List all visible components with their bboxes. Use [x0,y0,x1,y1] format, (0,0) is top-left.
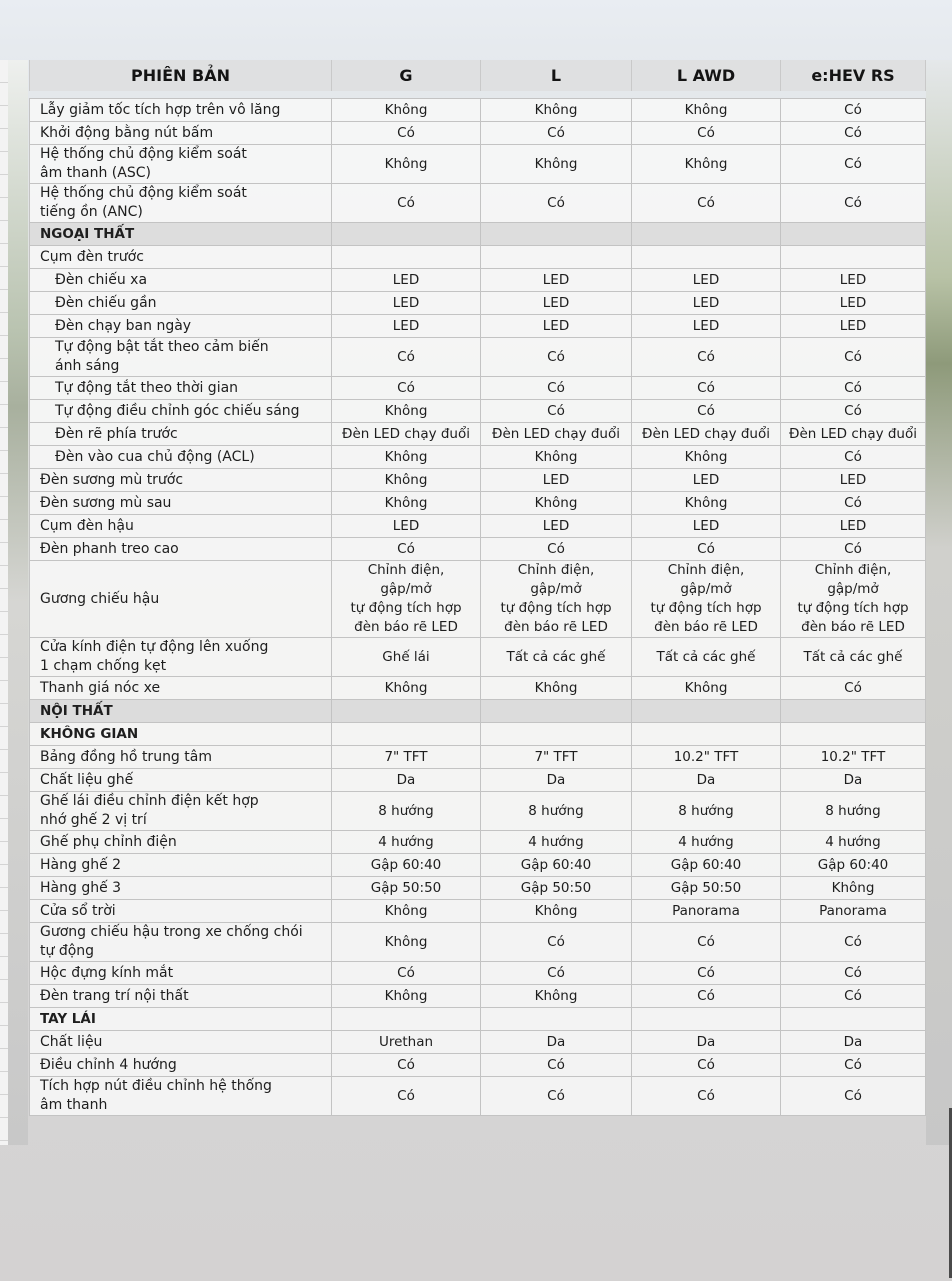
cell-ehev-rs: Có [781,985,926,1008]
cell-l: LED [481,469,632,492]
cell-l: Da [481,1031,632,1054]
cell-l-awd: Có [632,538,781,561]
cell-l-awd: Có [632,1077,781,1116]
cell-l: Có [481,923,632,962]
row-label: Đèn chạy ban ngày [30,315,332,338]
row-label: Chất liệu [30,1031,332,1054]
row-label: Đèn chiếu gần [30,292,332,315]
table-row [30,638,926,677]
cell-l-awd: 10.2" TFT [632,746,781,769]
table-row [30,492,926,515]
cell-ehev-rs: Có [781,923,926,962]
cell-g: 7" TFT [332,746,481,769]
row-label: Chất liệu ghế [30,769,332,792]
table-row [30,877,926,900]
cell-l: Không [481,985,632,1008]
cell-ehev-rs: Có [781,446,926,469]
cell-l-awd: Gập 60:40 [632,854,781,877]
cell-l [481,700,632,723]
cell-l: Không [481,99,632,122]
cell-g: Có [332,184,481,223]
cell-g: Urethan [332,1031,481,1054]
cell-ehev-rs: Không [781,877,926,900]
row-label: Đèn phanh treo cao [30,538,332,561]
cell-g: Có [332,377,481,400]
cell-l: 7" TFT [481,746,632,769]
row-label: Thanh giá nóc xe [30,677,332,700]
cell-l: Có [481,400,632,423]
row-label: Cửa kính điện tự động lên xuống 1 chạm chống kẹt [30,638,332,677]
cell-g [332,1008,481,1031]
cell-ehev-rs: Có [781,1054,926,1077]
table-row [30,962,926,985]
background-photo-right [926,60,952,1145]
cell-ehev-rs: Chỉnh điện, gập/mở tự động tích hợp đèn báo rẽ LED [781,561,926,638]
cell-ehev-rs [781,223,926,246]
cell-l-awd: Có [632,338,781,377]
table-row [30,184,926,223]
cell-l [481,246,632,269]
cell-g: LED [332,315,481,338]
row-label: NỘI THẤT [30,700,332,723]
cell-l-awd: Không [632,145,781,184]
cell-g: Không [332,923,481,962]
header-version-l: L [481,60,632,91]
cell-l: Không [481,900,632,923]
cell-l: Không [481,446,632,469]
table-row [30,145,926,184]
cell-ehev-rs [781,723,926,746]
cell-g: Có [332,122,481,145]
cell-l-awd: Đèn LED chạy đuổi [632,423,781,446]
header-version-ehev-rs: e:HEV RS [781,60,926,91]
cell-g: Da [332,769,481,792]
cell-l: 4 hướng [481,831,632,854]
section-header-row [30,700,926,723]
row-label: Hàng ghế 3 [30,877,332,900]
cell-l: LED [481,515,632,538]
cell-ehev-rs: 8 hướng [781,792,926,831]
table-body [30,99,926,1116]
table-row [30,400,926,423]
cell-g: LED [332,269,481,292]
table-row [30,446,926,469]
cell-g: Có [332,538,481,561]
cell-g: 4 hướng [332,831,481,854]
row-label: Đèn chiếu xa [30,269,332,292]
cell-l: Có [481,377,632,400]
cell-g [332,723,481,746]
cell-g: LED [332,515,481,538]
cell-l-awd: Có [632,400,781,423]
cell-g: Có [332,1054,481,1077]
table-row [30,985,926,1008]
cell-ehev-rs: Panorama [781,900,926,923]
cell-ehev-rs: Có [781,99,926,122]
row-label: Hộc đựng kính mắt [30,962,332,985]
table-row [30,792,926,831]
cell-g: Có [332,962,481,985]
header-version-l-awd: L AWD [632,60,781,91]
table-row [30,1054,926,1077]
cell-ehev-rs: Có [781,377,926,400]
cell-ehev-rs: LED [781,269,926,292]
row-label: Đèn rẽ phía trước [30,423,332,446]
table-header [30,60,926,99]
table-row [30,269,926,292]
cell-l-awd: LED [632,469,781,492]
cell-ehev-rs [781,246,926,269]
cell-g: Không [332,469,481,492]
row-label: Đèn sương mù sau [30,492,332,515]
cell-l-awd: Da [632,1031,781,1054]
row-label: Đèn vào cua chủ động (ACL) [30,446,332,469]
cell-l [481,1008,632,1031]
table-row [30,677,926,700]
row-label: Cụm đèn hậu [30,515,332,538]
cell-ehev-rs: Có [781,677,926,700]
table-row [30,423,926,446]
row-label: Lẫy giảm tốc tích hợp trên vô lăng [30,99,332,122]
table-row [30,831,926,854]
row-label: Đèn sương mù trước [30,469,332,492]
cell-ehev-rs: Có [781,538,926,561]
cell-ehev-rs: Có [781,962,926,985]
row-label: Gương chiếu hậu [30,561,332,638]
cell-g [332,223,481,246]
spec-comparison-table [29,60,926,1116]
cell-l [481,223,632,246]
cell-g: Không [332,900,481,923]
row-label: Đèn trang trí nội thất [30,985,332,1008]
table-row [30,338,926,377]
cell-g: Không [332,99,481,122]
header-version-g: G [332,60,481,91]
table-row [30,377,926,400]
cell-g: Có [332,338,481,377]
cell-ehev-rs: Tất cả các ghế [781,638,926,677]
cell-g [332,246,481,269]
cell-l-awd [632,223,781,246]
cell-l-awd: Có [632,923,781,962]
cell-l: Có [481,962,632,985]
cell-l: Không [481,145,632,184]
cell-l: Có [481,122,632,145]
table-row [30,746,926,769]
background-left-page-edge [0,60,8,1145]
cell-g: 8 hướng [332,792,481,831]
cell-l: Không [481,492,632,515]
table-row [30,315,926,338]
row-label: Khởi động bằng nút bấm [30,122,332,145]
cell-g: LED [332,292,481,315]
cell-l-awd: Có [632,122,781,145]
table-row [30,900,926,923]
cell-g: Không [332,446,481,469]
cell-l: Tất cả các ghế [481,638,632,677]
table-row [30,515,926,538]
row-label: Tích hợp nút điều chỉnh hệ thống âm thanh [30,1077,332,1116]
cell-l: LED [481,292,632,315]
cell-ehev-rs: Da [781,769,926,792]
cell-l-awd: LED [632,292,781,315]
cell-l: 8 hướng [481,792,632,831]
cell-l-awd: Panorama [632,900,781,923]
cell-l-awd: Da [632,769,781,792]
table-row [30,99,926,122]
cell-l-awd: 8 hướng [632,792,781,831]
table-row [30,292,926,315]
cell-g: Chỉnh điện, gập/mở tự động tích hợp đèn báo rẽ LED [332,561,481,638]
cell-g: Gập 50:50 [332,877,481,900]
cell-ehev-rs: LED [781,315,926,338]
row-label: Hàng ghế 2 [30,854,332,877]
cell-ehev-rs: LED [781,292,926,315]
cell-ehev-rs: Có [781,492,926,515]
cell-g: Gập 60:40 [332,854,481,877]
cell-l: Chỉnh điện, gập/mở tự động tích hợp đèn báo rẽ LED [481,561,632,638]
table-row [30,469,926,492]
row-label: Tự động bật tắt theo cảm biến ánh sáng [30,338,332,377]
cell-ehev-rs: Đèn LED chạy đuổi [781,423,926,446]
cell-g: Không [332,492,481,515]
table-row [30,1031,926,1054]
cell-ehev-rs: Có [781,184,926,223]
cell-ehev-rs: Có [781,1077,926,1116]
cell-l: LED [481,269,632,292]
cell-l-awd: Không [632,677,781,700]
header-row [30,60,926,91]
cell-ehev-rs: Có [781,400,926,423]
row-label: Điều chỉnh 4 hướng [30,1054,332,1077]
cell-l-awd [632,700,781,723]
cell-l-awd [632,1008,781,1031]
cell-l: Có [481,538,632,561]
table-row [30,246,926,269]
cell-g: Không [332,985,481,1008]
cell-l-awd: Không [632,99,781,122]
header-version-label: PHIÊN BẢN [30,60,332,91]
cell-g: Không [332,677,481,700]
cell-l [481,723,632,746]
cell-ehev-rs: 10.2" TFT [781,746,926,769]
table-row [30,923,926,962]
cell-ehev-rs: LED [781,515,926,538]
subsection-header-row [30,723,926,746]
cell-ehev-rs: Da [781,1031,926,1054]
cell-l-awd: LED [632,515,781,538]
cell-l-awd: LED [632,315,781,338]
cell-l-awd: Có [632,962,781,985]
row-label: KHÔNG GIAN [30,723,332,746]
cell-ehev-rs: Có [781,145,926,184]
cell-l: Có [481,338,632,377]
cell-g: Có [332,1077,481,1116]
cell-l: Có [481,1054,632,1077]
cell-l-awd: Gập 50:50 [632,877,781,900]
row-label: Hệ thống chủ động kiểm soát âm thanh (ASC) [30,145,332,184]
cell-l: Gập 60:40 [481,854,632,877]
table-row [30,854,926,877]
cell-l-awd: Có [632,1054,781,1077]
header-gap [30,91,926,99]
cell-l: Da [481,769,632,792]
subsection-header-row [30,1008,926,1031]
cell-l-awd: 4 hướng [632,831,781,854]
cell-l: Có [481,1077,632,1116]
cell-g: Không [332,145,481,184]
cell-l: LED [481,315,632,338]
row-label: Bảng đồng hồ trung tâm [30,746,332,769]
cell-ehev-rs: LED [781,469,926,492]
row-label: Tự động điều chỉnh góc chiếu sáng [30,400,332,423]
cell-l-awd [632,723,781,746]
cell-ehev-rs: Có [781,122,926,145]
cell-ehev-rs: Có [781,338,926,377]
row-label: Ghế phụ chỉnh điện [30,831,332,854]
cell-l-awd: Có [632,985,781,1008]
table-row [30,769,926,792]
row-label: NGOẠI THẤT [30,223,332,246]
cell-l: Không [481,677,632,700]
cell-ehev-rs: Gập 60:40 [781,854,926,877]
row-label: Hệ thống chủ động kiểm soát tiếng ồn (ANC) [30,184,332,223]
row-label: Cụm đèn trước [30,246,332,269]
row-label: Gương chiếu hậu trong xe chống chói tự động [30,923,332,962]
cell-l-awd: Chỉnh điện, gập/mở tự động tích hợp đèn báo rẽ LED [632,561,781,638]
table-row [30,561,926,638]
cell-l-awd: Có [632,184,781,223]
cell-l: Gập 50:50 [481,877,632,900]
row-label: Cửa sổ trời [30,900,332,923]
cell-ehev-rs [781,700,926,723]
background-photo-left [8,60,28,1145]
section-header-row [30,223,926,246]
cell-l-awd: LED [632,269,781,292]
cell-ehev-rs [781,1008,926,1031]
cell-l-awd: Có [632,377,781,400]
cell-g: Không [332,400,481,423]
row-label: Tự động tắt theo thời gian [30,377,332,400]
row-label: TAY LÁI [30,1008,332,1031]
cell-l-awd: Không [632,446,781,469]
cell-l: Đèn LED chạy đuổi [481,423,632,446]
table-row [30,538,926,561]
table-row [30,1077,926,1116]
table-row [30,122,926,145]
cell-g: Ghế lái [332,638,481,677]
cell-l-awd: Không [632,492,781,515]
cell-l: Có [481,184,632,223]
cell-l-awd [632,246,781,269]
cell-g [332,700,481,723]
row-label: Ghế lái điều chỉnh điện kết hợp nhớ ghế 2 vị trí [30,792,332,831]
cell-ehev-rs: 4 hướng [781,831,926,854]
cell-g: Đèn LED chạy đuổi [332,423,481,446]
cell-l-awd: Tất cả các ghế [632,638,781,677]
